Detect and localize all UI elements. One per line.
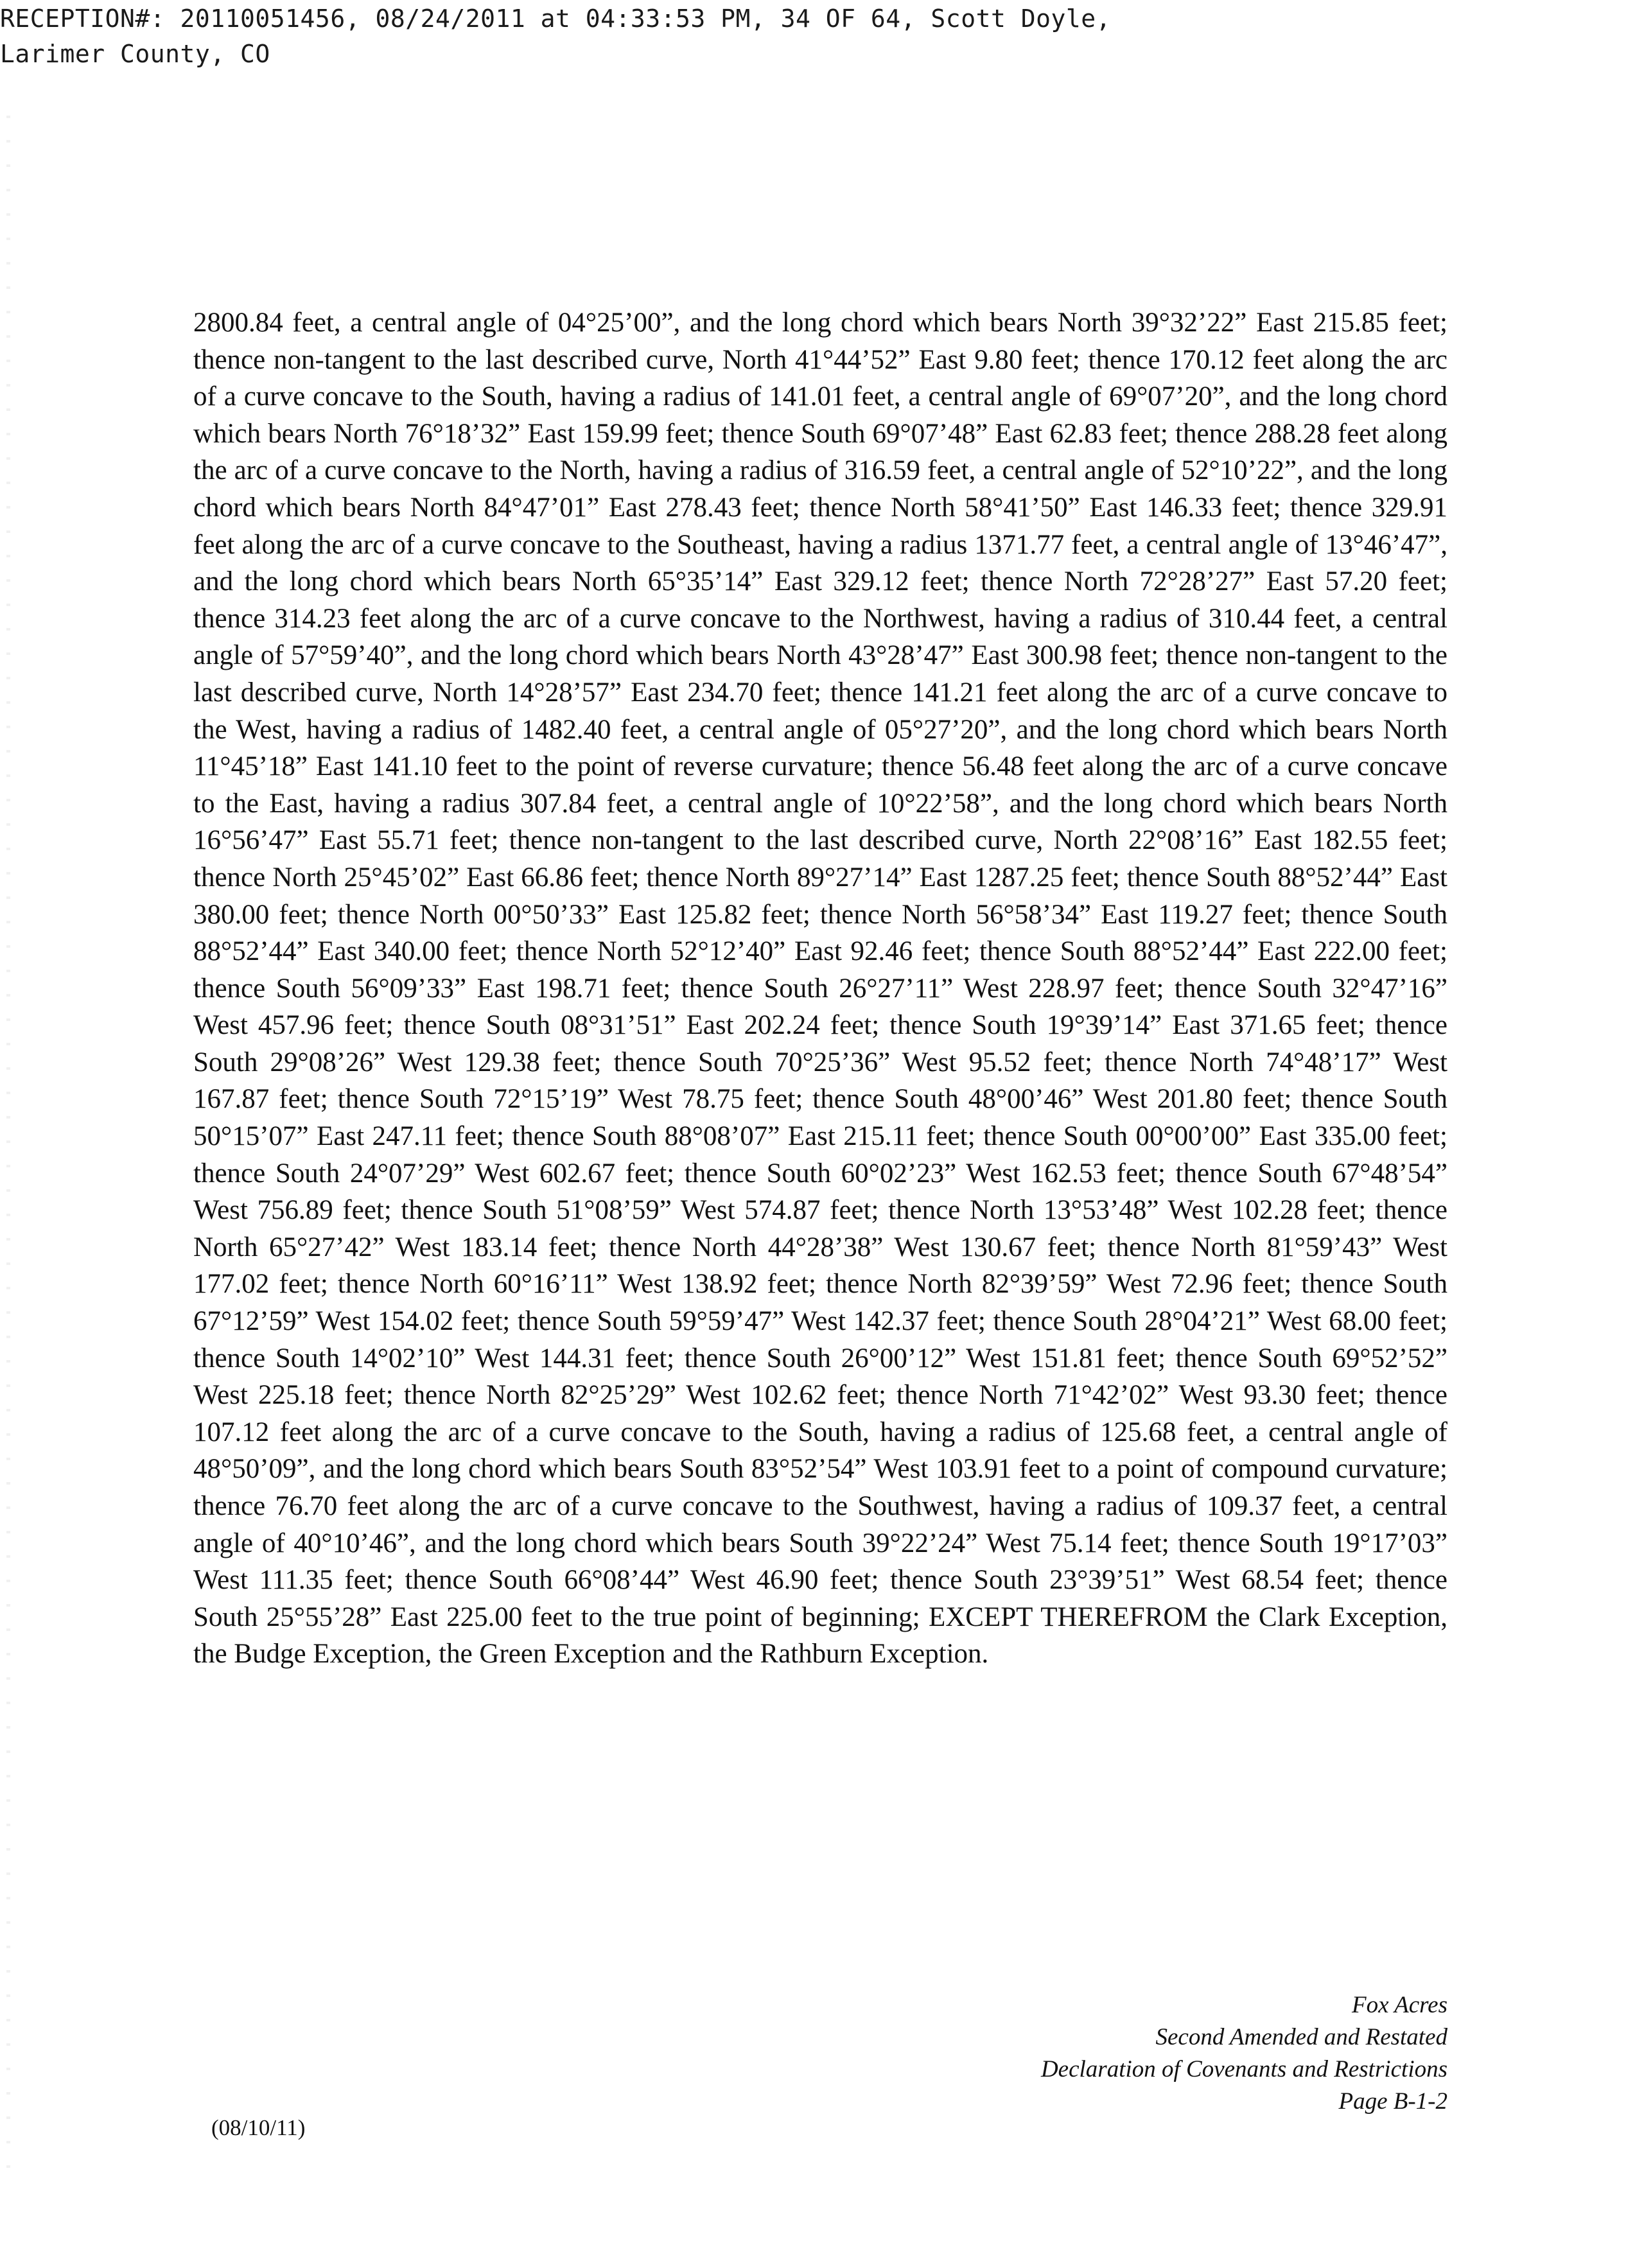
recording-stamp (0, 1, 1541, 72)
footer-revision-date: (08/10/11) (211, 2115, 306, 2140)
legal-description-paragraph: 2800.84 feet, a central angle of 04°25’00”, and the long chord which bears North 39°32’22” East 215.85 feet; thence non-tangent to the last described curve, North 41°44’52” East 9.80 feet; thence 170.12 feet along the arc of a curve concave to the South, having a radius of 141.01 feet, a central angle of 69°07’20”, and the long chord which bears North 76°18’32” East 159.99 feet; thence South 69°07’48” East 62.83 feet; thence 288.28 feet along the arc of a curve concave to the North, having a radius of 316.59 feet, a central angle of 52°10’22”, and the long chord which bears North 84°47’01” East 278.43 feet; thence North 58°41’50” East 146.33 feet; thence 329.91 feet along the arc of a curve concave to the Southeast, having a radius 1371.77 feet, a central angle of 13°46’47”, and the long chord which bears North 65°35’14” East 329.12 feet; thence North 72°28’27” East 57.20 feet; thence 314.23 feet along the arc of a curve concave to the Northwest, having a radius of 310.44 feet, a central angle of 57°59’40”, and the long chord which bears North 43°28’47” East 300.98 feet; thence non-tangent to the last described curve, North 14°28’57” East 234.70 feet; thence 141.21 feet along the arc of a curve concave to the West, having a radius of 1482.40 feet, a central angle of 05°27’20”, and the long chord which bears North 11°45’18” East 141.10 feet to the point of reverse curvature; thence 56.48 feet along the arc of a curve concave to the East, having a radius 307.84 feet, a central angle of 10°22’58”, and the long chord which bears North 16°56’47” East 55.71 feet; thence non-tangent to the last described curve, North 22°08’16” East 182.55 feet; thence North 25°45’02” East 66.86 feet; thence North 89°27’14” East 1287.25 feet; thence South 88°52’44” East 380.00 feet; thence North 00°50’33” East 125.82 feet; thence North 56°58’34” East 119.27 feet; thence South 88°52’44” East 340.00 feet; thence North 52°12’40” East 92.46 feet; thence South 88°52’44” East 222.00 feet; thence South 56°09’33” East 198.71 feet; thence South 26°27’11” West 228.97 feet; thence South 32°47’16” West 457.96 feet; thence South 08°31’51” East 202.24 feet; thence South 19°39’14” East 371.65 feet; thence South 29°08’26” West 129.38 feet; thence South 70°25’36” West 95.52 feet; thence North 74°48’17” West 167.87 feet; thence South 72°15’19” West 78.75 feet; thence South 48°00’46” West 201.80 feet; thence South 50°15’07” East 247.11 feet; thence South 88°08’07” East 215.11 feet; thence South 00°00’00” East 335.00 feet; thence South 24°07’29” West 602.67 feet; thence South 60°02’23” West 162.53 feet; thence South 67°48’54” West 756.89 feet; thence South 51°08’59” West 574.87 feet; thence North 13°53’48” West 102.28 feet; thence North 65°27’42” West 183.14 feet; thence North 44°28’38” West 130.67 feet; thence North 81°59’43” West 177.02 feet; thence North 60°16’11” West 138.92 feet; thence North 82°39’59” West 72.96 feet; thence South 67°12’59” West 154.02 feet; thence South 59°59’47” West 142.37 feet; thence South 28°04’21” West 68.00 feet; thence South 14°02’10” West 144.31 feet; thence South 26°00’12” West 151.81 feet; thence South 69°52’52” West 225.18 feet; thence North 82°25’29” West 102.62 feet; thence North 71°42’02” West 93.30 feet; thence 107.12 feet along the arc of a curve concave to the South, having a radius of 125.68 feet, a central angle of 48°50’09”, and the long chord which bears South 83°52’54” West 103.91 feet to a point of compound curvature; thence 76.70 feet along the arc of a curve concave to the Southwest, having a radius of 109.37 feet, a central angle of 40°10’46”, and the long chord which bears South 39°22’24” West 75.14 feet; thence South 19°17’03” West 111.35 feet; thence South 66°08’44” West 46.90 feet; thence South 23°39’51” West 68.54 feet; thence South 25°55’28” East 225.00 feet to the true point of beginning; EXCEPT THEREFROM the Clark Exception, the Budge Exception, the Green Exception and the Rathburn Exception. (193, 308, 1447, 1670)
document-footer-title (677, 1989, 1447, 2118)
recording-stamp-line-1: RECEPTION#: 20110051456, 08/24/2011 at 04:33:53 PM, 34 OF 64, Scott Doyle, (0, 4, 1111, 33)
recording-stamp-line-2: Larimer County, CO (0, 40, 270, 68)
scan-margin-artifact (6, 116, 10, 2170)
footer-project-name: Fox Acres (1352, 1992, 1447, 2018)
footer-document-name: Declaration of Covenants and Restrictions (1040, 2056, 1447, 2082)
footer-document-subtitle: Second Amended and Restated (1155, 2024, 1447, 2050)
footer-page-number: Page B-1-2 (1338, 2088, 1447, 2115)
